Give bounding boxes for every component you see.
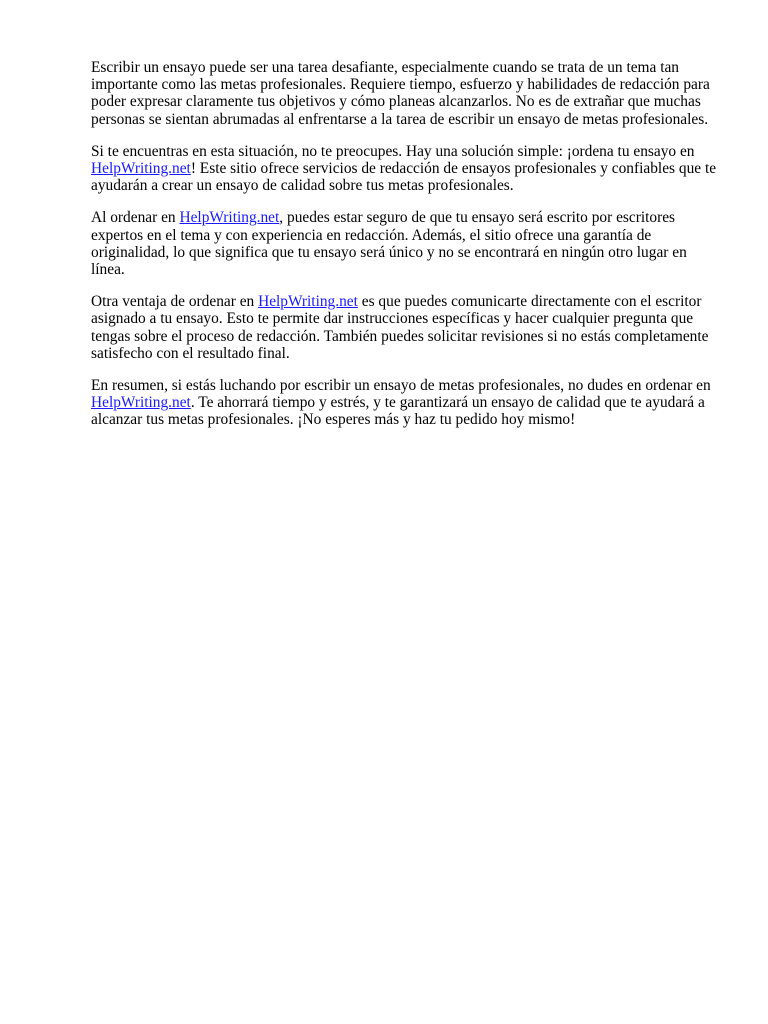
paragraph-1-text: Escribir un ensayo puede ser una tarea desafiante, especialmente cuando se trata de un tema tan importante como las metas profesionales. Requiere tiempo, esfuerzo y habilidades de redacción para poder expresar claramente tus objetivos y cómo planeas alcanzarlos. No es de extrañar que muchas personas se sientan abrumadas al enfrentarse a la tarea de escribir un ensayo de metas profesionales.: [91, 59, 710, 128]
paragraph-5: [91, 377, 723, 429]
paragraph-5-text-before: En resumen, si estás luchando por escribir un ensayo de metas profesionales, no dudes en ordenar en: [91, 377, 711, 395]
paragraph-4-text-before: Otra ventaja de ordenar en: [91, 293, 259, 311]
paragraph-4-text-after: es que puedes comunicarte directamente con el escritor asignado a tu ensayo. Esto te permite dar instrucciones específicas y hacer cualquier pregunta que tengas sobre el proceso de redacción. También puedes solicitar revisiones si no estás completamente satisfecho con el resultado final.: [91, 293, 709, 362]
document-page: [91, 59, 723, 444]
helpwriting-link-3[interactable]: HelpWriting.net: [258, 293, 358, 311]
paragraph-2-text-after: ! Este sitio ofrece servicios de redacción de ensayos profesionales y confiables que te ayudarán a crear un ensayo de calidad sobre tus metas profesionales.: [91, 160, 717, 195]
paragraph-2: [91, 143, 723, 195]
paragraph-3: [91, 209, 723, 278]
paragraph-2-text-before: Si te encuentras en esta situación, no te preocupes. Hay una solución simple: ¡ordena tu ensayo en: [91, 142, 695, 160]
paragraph-3-text-after: , puedes estar seguro de que tu ensayo será escrito por escritores expertos en el tema y con experiencia en redacción. Además, el sitio ofrece una garantía de originalidad, lo que significa que tu ensayo será único y no se encontrará en ningún otro lugar en línea.: [91, 209, 687, 279]
helpwriting-link-1[interactable]: HelpWriting.net: [91, 160, 191, 178]
paragraph-5-text-after: . Te ahorrará tiempo y estrés, y te garantizará un ensayo de calidad que te ayudará a alcanzar tus metas profesionales. ¡No esperes más y haz tu pedido hoy mismo!: [91, 394, 705, 429]
paragraph-3-text-before: Al ordenar en: [91, 209, 180, 227]
helpwriting-link-4[interactable]: HelpWriting.net: [91, 394, 191, 412]
paragraph-1: [91, 59, 723, 128]
paragraph-4: [91, 293, 723, 362]
helpwriting-link-2[interactable]: HelpWriting.net: [179, 209, 280, 227]
